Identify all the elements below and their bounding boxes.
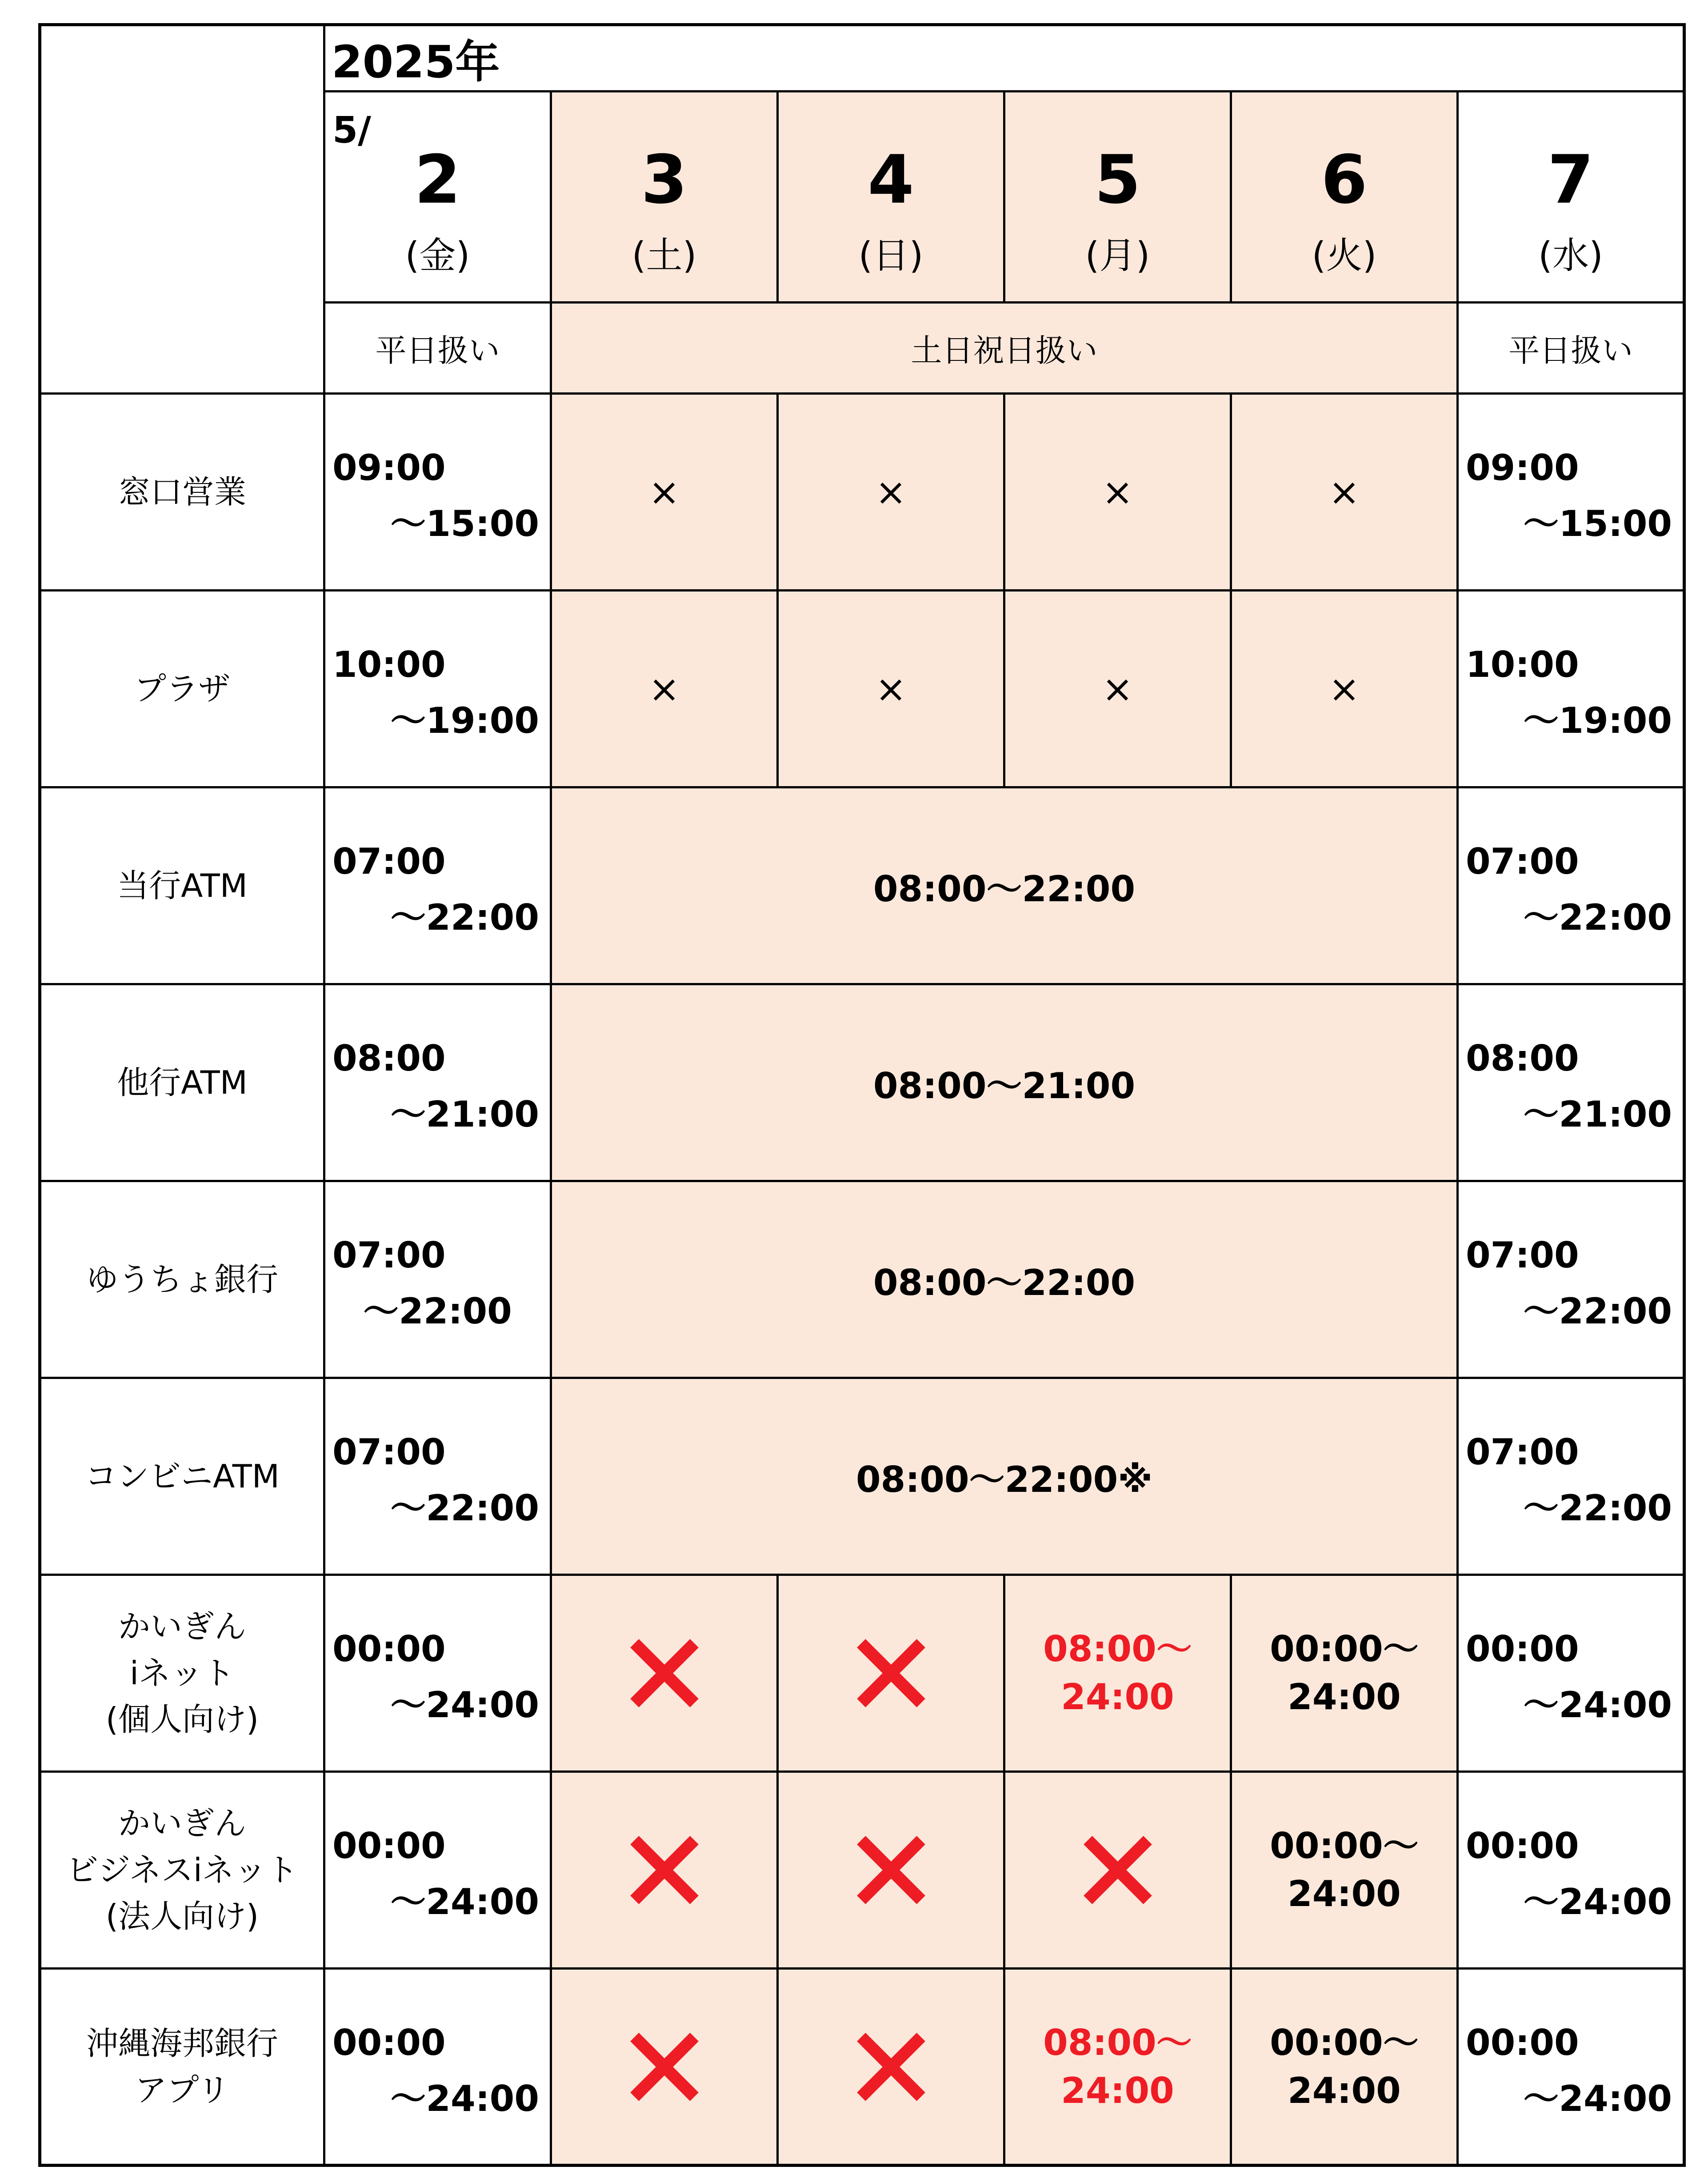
close-time: ～22:00 — [390, 1487, 539, 1529]
open-time: 00:00～ — [1270, 1628, 1419, 1670]
row-label-inet-personal — [40, 1575, 324, 1772]
red-cross-icon — [856, 1638, 927, 1709]
close-time: ～19:00 — [1523, 700, 1672, 741]
close-time: ～24:00 — [390, 1881, 539, 1922]
close-time: ～19:00 — [390, 700, 539, 741]
cell-app-2 — [324, 1969, 551, 2166]
open-time: 00:00～ — [1270, 1825, 1419, 1866]
day-header-7 — [1458, 92, 1684, 303]
cell-inet-personal-2 — [324, 1575, 551, 1772]
open-time: 10:00 — [1466, 644, 1579, 685]
unavailable-cell — [778, 1969, 1004, 2166]
day-number: 5 — [1094, 141, 1141, 219]
close-time: 24:00 — [1288, 1873, 1401, 1914]
closed-mark: × — [551, 394, 778, 591]
day-header-5 — [1004, 92, 1231, 303]
year-header: 2025年 — [324, 25, 1684, 92]
holiday-hours: 08:00～22:00 — [551, 1181, 1458, 1378]
cell-app-7 — [1458, 1969, 1684, 2166]
mode-weekday-7: 平日扱い — [1458, 303, 1684, 394]
open-time: 10:00 — [332, 644, 446, 685]
day-of-week: (土) — [632, 234, 697, 277]
cell-counter-2 — [324, 394, 551, 591]
open-time: 07:00 — [1466, 1431, 1579, 1473]
close-time: ～22:00 — [1523, 1487, 1672, 1529]
close-time: 24:00 — [1288, 1676, 1401, 1718]
red-cross-icon — [629, 1834, 700, 1906]
red-cross-icon — [856, 1834, 927, 1906]
day-number: 7 — [1547, 141, 1594, 219]
holiday-hours: 08:00～22:00 — [551, 787, 1458, 984]
label-line: (法人向け) — [105, 1898, 259, 1935]
limited-hours — [1004, 1575, 1231, 1772]
open-time: 00:00 — [1466, 1825, 1579, 1866]
close-time: ～22:00 — [1523, 1291, 1672, 1332]
cell-conv-atm-2 — [324, 1378, 551, 1575]
day-number: 2 — [414, 141, 461, 219]
open-time: 00:00 — [1466, 1628, 1579, 1670]
close-time: ～15:00 — [390, 503, 539, 544]
unavailable-cell — [778, 1772, 1004, 1969]
cell-yucho-2 — [324, 1181, 551, 1378]
day-number: 4 — [868, 141, 914, 219]
open-time: 09:00 — [332, 447, 446, 488]
open-time: 07:00 — [332, 841, 446, 882]
day-of-week: (日) — [858, 234, 924, 277]
close-time: 24:00 — [1061, 1676, 1174, 1718]
corner-cell — [40, 25, 324, 394]
cell-own-atm-7 — [1458, 787, 1684, 984]
day-header-6 — [1231, 92, 1458, 303]
day-header-4 — [778, 92, 1004, 303]
day-of-week: (月) — [1085, 234, 1150, 277]
closed-mark: × — [1231, 394, 1458, 591]
closed-mark: × — [778, 394, 1004, 591]
cell-conv-atm-7 — [1458, 1378, 1684, 1575]
red-cross-icon — [629, 1638, 700, 1709]
cell-other-atm-7 — [1458, 984, 1684, 1181]
row-label-other-atm: 他行ATM — [40, 984, 324, 1181]
full-hours — [1231, 1969, 1458, 2166]
cell-plaza-2 — [324, 591, 551, 787]
day-number: 6 — [1321, 141, 1368, 219]
unavailable-cell — [551, 1772, 778, 1969]
open-time: 00:00 — [332, 1628, 446, 1670]
unavailable-cell — [551, 1969, 778, 2166]
close-time: ～24:00 — [1523, 1684, 1672, 1726]
cell-plaza-7 — [1458, 591, 1684, 787]
close-time: 24:00 — [1061, 2070, 1174, 2111]
open-time: 00:00 — [332, 1825, 446, 1866]
month-label: 5/ — [332, 109, 372, 152]
open-time: 00:00～ — [1270, 2022, 1419, 2063]
unavailable-cell — [778, 1575, 1004, 1772]
unavailable-cell — [551, 1575, 778, 1772]
row-label-counter: 窓口営業 — [40, 394, 324, 591]
closed-mark: × — [1231, 591, 1458, 787]
label-line: かいぎん — [118, 1608, 246, 1646]
row-label-conv-atm: コンビニATM — [40, 1378, 324, 1575]
cell-yucho-7 — [1458, 1181, 1684, 1378]
full-hours — [1231, 1772, 1458, 1969]
row-label-inet-business — [40, 1772, 324, 1969]
label-line: アプリ — [135, 2071, 230, 2109]
close-time: ～24:00 — [390, 1684, 539, 1726]
cell-own-atm-2 — [324, 787, 551, 984]
holiday-hours: 08:00～21:00 — [551, 984, 1458, 1181]
red-cross-icon — [1082, 1834, 1153, 1906]
label-line: (個人向け) — [105, 1701, 259, 1738]
label-line: かいぎん — [118, 1805, 246, 1842]
close-time: ～15:00 — [1523, 503, 1672, 544]
cell-inet-business-7 — [1458, 1772, 1684, 1969]
close-time: ～22:00 — [1523, 897, 1672, 938]
unavailable-cell — [1004, 1772, 1231, 1969]
red-cross-icon — [856, 2031, 927, 2102]
close-time: ～22:00 — [390, 897, 539, 938]
mode-weekday-2: 平日扱い — [324, 303, 551, 394]
label-line: ビジネスiネット — [66, 1851, 298, 1889]
closed-mark: × — [1004, 591, 1231, 787]
red-cross-icon — [629, 2031, 700, 2102]
open-time: 08:00～ — [1043, 1628, 1192, 1670]
cell-other-atm-2 — [324, 984, 551, 1181]
open-time: 07:00 — [332, 1235, 446, 1276]
mode-holiday: 土日祝日扱い — [551, 303, 1458, 394]
label-line: iネット — [129, 1654, 235, 1692]
cell-inet-personal-7 — [1458, 1575, 1684, 1772]
open-time: 08:00 — [332, 1038, 446, 1079]
row-label-own-atm: 当行ATM — [40, 787, 324, 984]
schedule-table — [38, 23, 1686, 2167]
limited-hours — [1004, 1969, 1231, 2166]
cell-counter-7 — [1458, 394, 1684, 591]
day-of-week: (火) — [1312, 234, 1377, 277]
open-time: 07:00 — [332, 1431, 446, 1473]
close-time: ～24:00 — [1523, 2078, 1672, 2119]
day-number: 3 — [641, 141, 688, 219]
row-label-yucho: ゆうちょ銀行 — [40, 1181, 324, 1378]
day-of-week: (水) — [1538, 234, 1604, 277]
day-of-week: (金) — [405, 234, 470, 277]
close-time: 24:00 — [1288, 2070, 1401, 2111]
close-time: ～21:00 — [390, 1094, 539, 1135]
full-hours — [1231, 1575, 1458, 1772]
label-line: 沖縄海邦銀行 — [86, 2025, 278, 2062]
cell-inet-business-2 — [324, 1772, 551, 1969]
open-time: 08:00 — [1466, 1038, 1579, 1079]
holiday-hours: 08:00～22:00※ — [551, 1378, 1458, 1575]
open-time: 08:00～ — [1043, 2022, 1192, 2063]
row-label-app — [40, 1969, 324, 2166]
close-time: ～24:00 — [1523, 1881, 1672, 1922]
open-time: 00:00 — [332, 2022, 446, 2063]
open-time: 07:00 — [1466, 1235, 1579, 1276]
open-time: 07:00 — [1466, 841, 1579, 882]
closed-mark: × — [778, 591, 1004, 787]
close-time: ～24:00 — [390, 2078, 539, 2119]
row-label-plaza: プラザ — [40, 591, 324, 787]
closed-mark: × — [551, 591, 778, 787]
open-time: 00:00 — [1466, 2022, 1579, 2063]
open-time: 09:00 — [1466, 447, 1579, 488]
closed-mark: × — [1004, 394, 1231, 591]
close-time: ～22:00 — [363, 1291, 512, 1332]
day-header-3 — [551, 92, 778, 303]
day-header-2 — [324, 92, 551, 303]
close-time: ～21:00 — [1523, 1094, 1672, 1135]
